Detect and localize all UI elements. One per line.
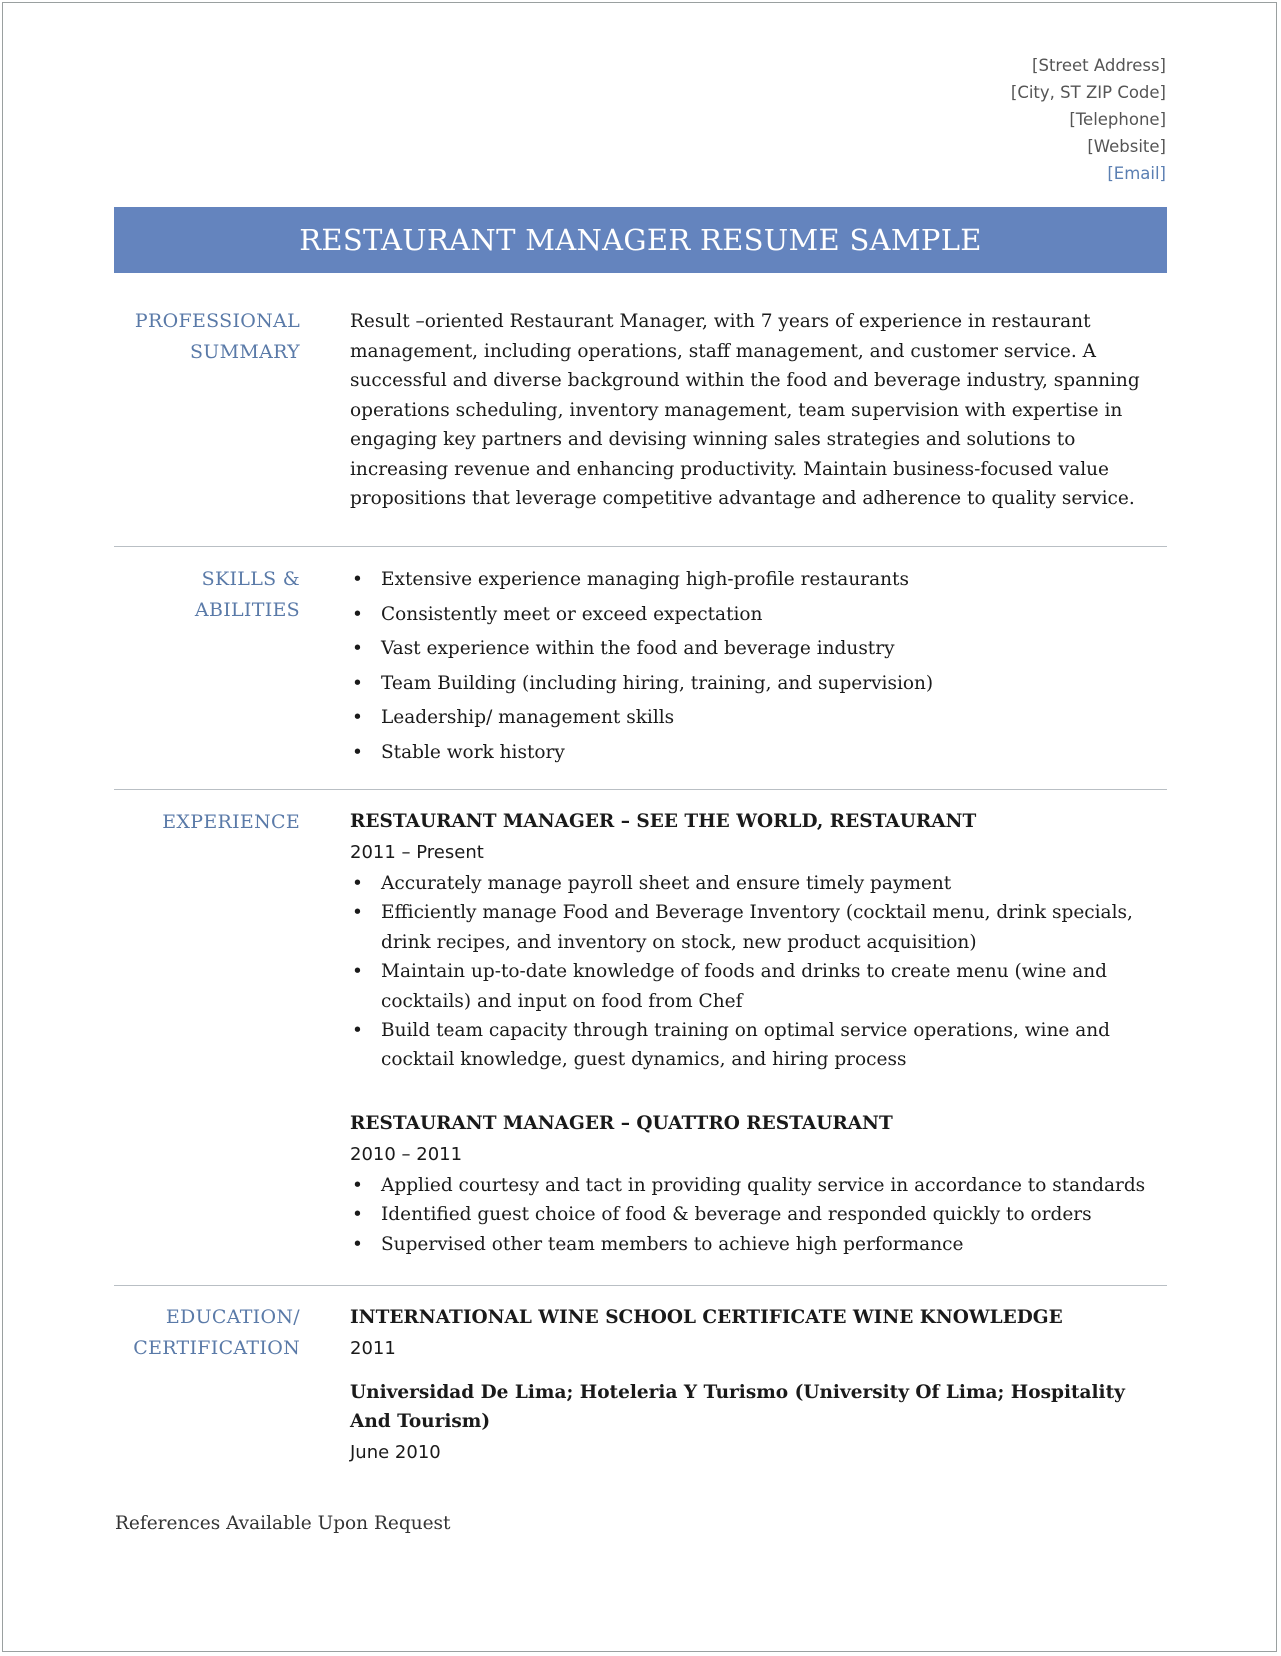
skills-label: [195, 564, 300, 626]
education-entry: [350, 1303, 1165, 1365]
list-item: • Applied courtesy and tact in providing quality service in accordance to standards: [350, 1171, 1165, 1200]
job-title: RESTAURANT MANAGER – SEE THE WORLD, RESTAURANT: [350, 811, 977, 832]
list-item: • Leadership/ management skills: [350, 701, 1165, 736]
job-dates: 2010 – 2011: [350, 1143, 463, 1165]
city-state-zip: [City, ST ZIP Code]: [1010, 83, 1166, 102]
email-link[interactable]: [Email]: [1107, 164, 1166, 183]
list-item: • Accurately manage payroll sheet and ensure timely payment: [350, 869, 1165, 898]
list-item: • Stable work history: [350, 736, 1165, 771]
education-date: 2011: [350, 1338, 396, 1359]
job-entry: [350, 1109, 1165, 1259]
experience-section: [350, 807, 1165, 1259]
website: [Website]: [1087, 137, 1166, 156]
summary-text: Result –oriented Restaurant Manager, with 7 years of experience in restaurant management, including operations, staff management, and customer service. A successful and diverse background within the food and beverage industry, spanning operations scheduling, inventory management, team supervision with expertise in engaging key partners and devising winning sales strategies and solutions to increasing revenue and enhancing productivity. Maintain business-focused value propositions that leverage competitive advantage and adherence to quality service.: [350, 311, 1140, 509]
section-divider: [114, 546, 1167, 547]
education-label-line1: EDUCATION/: [165, 1306, 300, 1328]
street-address: [Street Address]: [1032, 56, 1166, 75]
job-entry: [350, 807, 1165, 1075]
section-divider: [114, 1285, 1167, 1286]
list-item: • Supervised other team members to achieve high performance: [350, 1230, 1165, 1259]
summary-label-line2: SUMMARY: [189, 341, 300, 363]
section-divider: [114, 789, 1167, 790]
list-item: • Vast experience within the food and beverage industry: [350, 632, 1165, 667]
references-note: References Available Upon Request: [115, 1513, 451, 1534]
experience-label: EXPERIENCE: [162, 811, 300, 833]
list-item: • Identified guest choice of food & beverage and responded quickly to orders: [350, 1200, 1165, 1229]
contact-block: [1011, 52, 1166, 187]
list-item: • Consistently meet or exceed expectation: [350, 598, 1165, 633]
job-bullets: [350, 869, 1165, 1075]
education-entry: [350, 1378, 1165, 1469]
summary-label-line1: PROFESSIONAL: [134, 310, 300, 332]
list-item: • Build team capacity through training on optimal service operations, wine and cocktail knowledge, guest dynamics, and hiring process: [350, 1016, 1165, 1075]
summary-label: [135, 306, 300, 368]
education-label: [133, 1302, 300, 1364]
list-item: • Team Building (including hiring, training, and supervision): [350, 667, 1165, 702]
skills-label-line2: ABILITIES: [194, 599, 300, 621]
list-item: • Efficiently manage Food and Beverage Inventory (cocktail menu, drink specials, drink recipes, and inventory on stock, new product acquisition): [350, 898, 1165, 957]
job-bullets: [350, 1171, 1165, 1259]
resume-title: RESTAURANT MANAGER RESUME SAMPLE: [299, 223, 982, 257]
education-title: INTERNATIONAL WINE SCHOOL CERTIFICATE WINE KNOWLEDGE: [350, 1307, 1063, 1328]
title-banner: [114, 207, 1167, 273]
skills-label-line1: SKILLS &: [201, 568, 300, 590]
job-dates: 2011 – Present: [350, 842, 484, 863]
skills-section: [350, 563, 1165, 771]
telephone: [Telephone]: [1069, 110, 1166, 129]
list-item: • Extensive experience managing high-profile restaurants: [350, 563, 1165, 598]
education-title: Universidad De Lima; Hoteleria Y Turismo (University Of Lima; Hospitality And Tourism): [350, 1382, 1125, 1432]
skills-list: [350, 563, 1165, 771]
education-date: June 2010: [350, 1442, 441, 1463]
job-title: RESTAURANT MANAGER – QUATTRO RESTAURANT: [350, 1112, 893, 1134]
education-section: [350, 1303, 1165, 1469]
list-item: • Maintain up-to-date knowledge of foods and drinks to create menu (wine and cocktails) and input on food from Chef: [350, 957, 1165, 1016]
summary-section: [350, 307, 1165, 514]
education-label-line2: CERTIFICATION: [133, 1337, 300, 1359]
